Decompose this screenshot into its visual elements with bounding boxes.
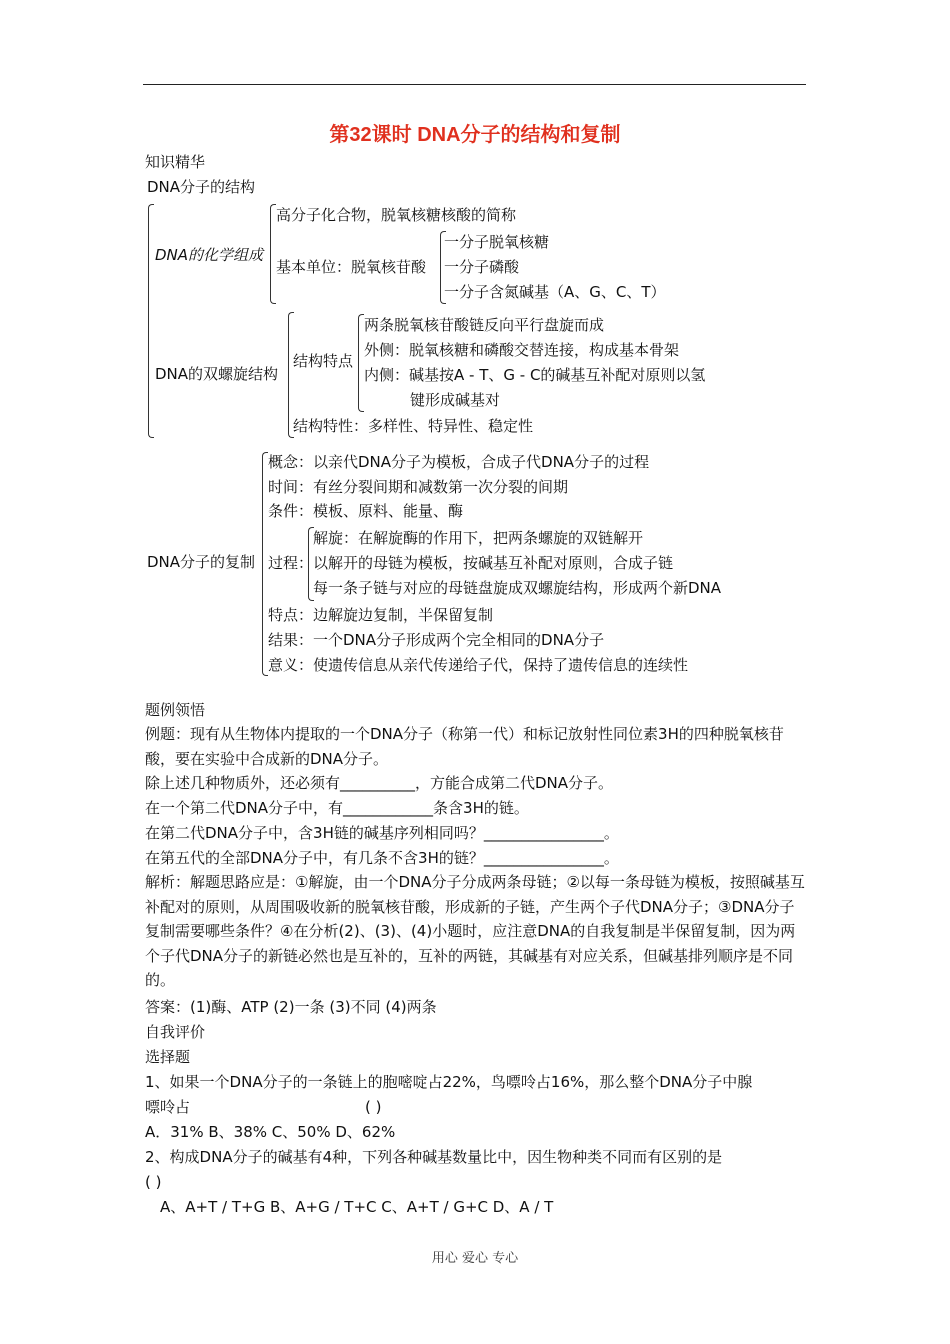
rep-concept: 概念：以亲代DNA分子为模板，合成子代DNA分子的过程: [268, 453, 650, 471]
rep-meaning: 意义：使遗传信息从亲代传递给子代，保持了遗传信息的连续性: [268, 656, 689, 674]
chem-label: DNA的化学组成: [155, 246, 264, 264]
page-footer: 用心 爱心 专心: [431, 1251, 519, 1266]
unit-item: 一分子磷酸: [444, 258, 520, 276]
replication-label: DNA分子的复制: [147, 553, 256, 571]
section-examples: 题例领悟: [145, 701, 206, 719]
structure-property: 结构特性：多样性、特异性、稳定性: [293, 417, 534, 435]
rep-process-label: 过程：: [268, 554, 314, 572]
section-choice: 选择题: [145, 1048, 191, 1066]
unit-item: 一分子脱氧核糖: [444, 233, 550, 251]
question-3: 在第二代DNA分子中，含3H链的碱基序列相同吗？________________。: [145, 824, 619, 842]
q2-options: A、A+T / T+G B、A+G / T+C C、A+T / G+C D、A / T: [160, 1198, 554, 1216]
q1-bracket: ( ): [365, 1098, 382, 1116]
question-4: 在第五代的全部DNA分子中，有几条不含3H的链？________________。: [145, 849, 619, 867]
answer-text: 答案：(1)酶、ATP (2)一条 (3)不同 (4)两条: [145, 998, 437, 1016]
feature-item: 键形成碱基对: [410, 391, 501, 409]
header-rule: [143, 84, 806, 85]
section-knowledge: 知识精华: [145, 153, 206, 171]
analysis-text: 解析：解题思路应是：①解旋，由一个DNA分子分成两条母链；②以每一条母链为模板，按照碱基互补配对的原则，从周围吸收新的脱氧核苷酸，形成新的子链，产生两个子代DNA分子；③DNA分子复制需要哪些条件？④在分析(2)、(3)、(4)小题时，应注意DNA的自我复制是半保留复制，因为两个子代DNA分子的新链必然也是互补的，互补的两链，其碱基有对应关系，但碱基排列顺序是不同的。: [145, 873, 805, 989]
structure-brace: [148, 204, 154, 438]
rep-feature: 特点：边解旋边复制，半保留复制: [268, 606, 494, 624]
feature-item: 外侧：脱氧核糖和磷酸交替连接，构成基本骨架: [364, 341, 680, 359]
question-2: 在一个第二代DNA分子中，有____________条含3H的链。: [145, 799, 529, 817]
rep-time: 时间：有丝分裂间期和减数第一次分裂的间期: [268, 478, 569, 496]
rep-result: 结果：一个DNA分子形成两个完全相同的DNA分子: [268, 631, 605, 649]
process-item: 以解开的母链为模板，按碱基互补配对原则，合成子链: [313, 554, 674, 572]
example-text: 例题：现有从生物体内提取的一个DNA分子（称第一代）和标记放射性同位素3H的四种脱氧核苷酸，要在实验中合成新的DNA分子。: [145, 725, 784, 768]
question-1: 除上述几种物质外，还必须有__________，方能合成第二代DNA分子。: [145, 774, 614, 792]
feature-item: 两条脱氧核苷酸链反向平行盘旋而成: [364, 316, 605, 334]
page-title: 第32课时 DNA分子的结构和复制: [329, 124, 621, 146]
feature-label: 结构特点: [293, 352, 354, 370]
q2-bracket: ( ): [145, 1173, 162, 1191]
structure-heading: DNA分子的结构: [147, 178, 256, 196]
feature-item: 内侧：碱基按A - T、G - C的碱基互补配对原则以氢: [364, 366, 706, 384]
q1-stem-cont: 嘌呤占: [145, 1098, 191, 1116]
chem-item: 高分子化合物，脱氧核糖核酸的简称: [276, 206, 517, 224]
unit-item: 一分子含氮碱基（A、G、C、T）: [444, 283, 666, 301]
q1-stem: 1、如果一个DNA分子的一条链上的胞嘧啶占22%，鸟嘌呤占16%，那么整个DNA分子中腺: [145, 1073, 753, 1091]
section-self: 自我评价: [145, 1023, 206, 1041]
helix-label: DNA的双螺旋结构: [155, 365, 279, 383]
process-item: 解旋：在解旋酶的作用下，把两条螺旋的双链解开: [313, 529, 644, 547]
unit-label: 基本单位：脱氧核苷酸: [276, 258, 427, 276]
rep-condition: 条件：模板、原料、能量、酶: [268, 502, 464, 520]
process-item: 每一条子链与对应的母链盘旋成双螺旋结构，形成两个新DNA: [313, 579, 722, 597]
q1-options: A．31% B、38% C、50% D、62%: [145, 1123, 396, 1141]
q2-stem: 2、构成DNA分子的碱基有4种，下列各种碱基数量比中，因生物种类不同而有区别的是: [145, 1148, 723, 1166]
